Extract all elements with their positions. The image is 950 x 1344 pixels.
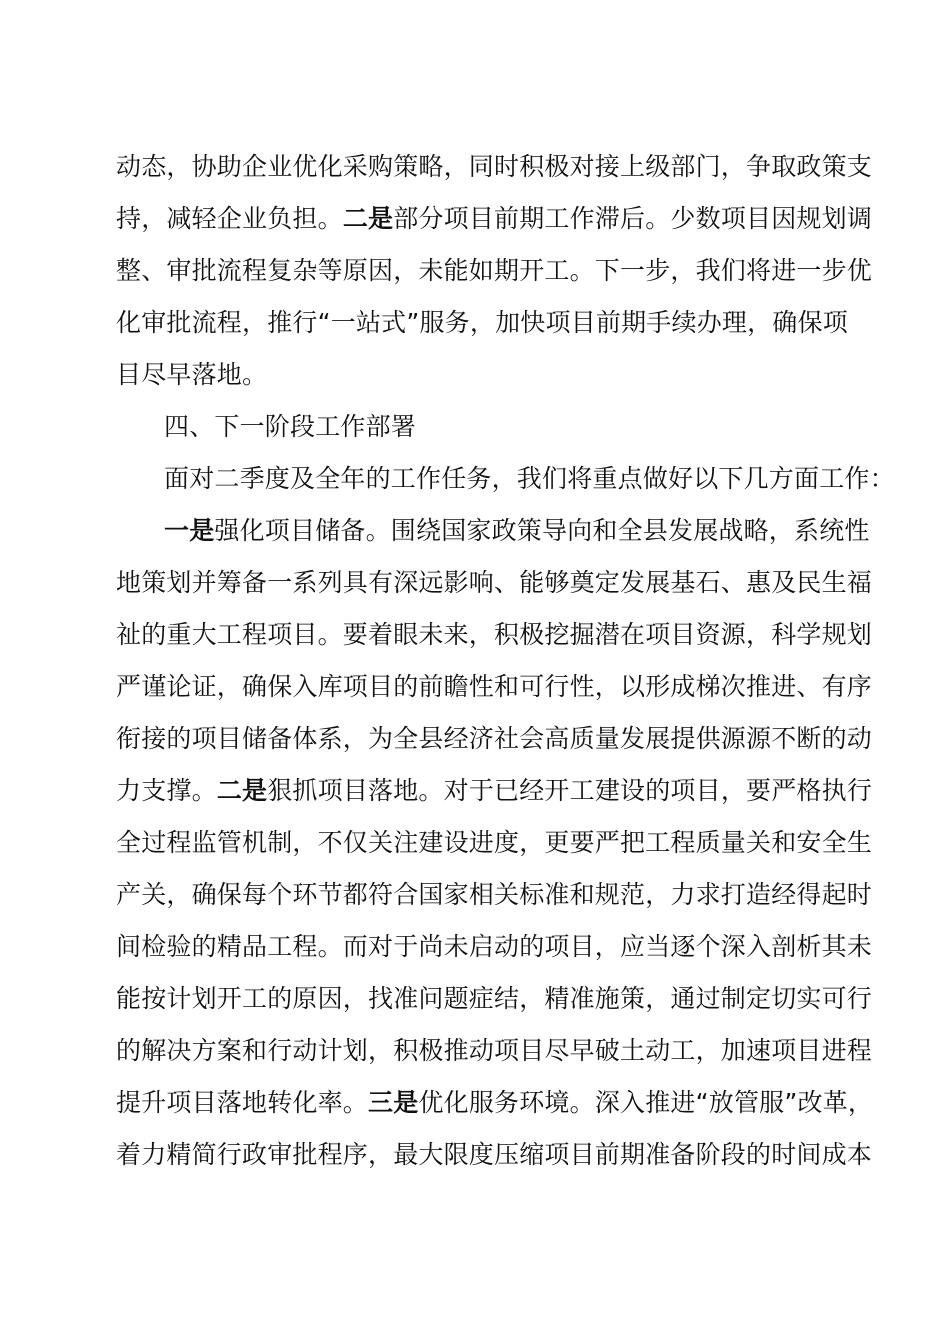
text-line-12 xyxy=(116,722,873,756)
text-line-11 xyxy=(116,670,873,704)
text-line-8 xyxy=(164,514,870,548)
section-heading xyxy=(164,410,856,444)
text-run: 强化项目储备。围绕国家政策导向和全县发展战略，系统性 xyxy=(214,516,870,545)
text-run: 面对二季度及全年的工作任务，我们将重点做好以下几方面工作： xyxy=(164,464,895,493)
text-line-20 xyxy=(116,1138,873,1172)
text-run: 衔接的项目储备体系，为全县经济社会高质量发展提供源源不断的动 xyxy=(116,724,873,753)
text-line-2 xyxy=(116,202,873,236)
text-run: 优化服务环境。深入推进“放管服”改革， xyxy=(418,1088,874,1117)
bold-text-run: 三是 xyxy=(368,1088,419,1117)
text-run: 持，减轻企业负担。 xyxy=(116,204,343,233)
text-run: 狠抓项目落地。对于已经开工建设的项目，要严格执行 xyxy=(267,776,873,805)
bold-text-run: 二是 xyxy=(342,204,394,233)
text-run: 整、审批流程复杂等原因，未能如期开工。下一步，我们将进一步优 xyxy=(116,256,873,285)
text-run: 提升项目落地转化率。 xyxy=(116,1088,369,1117)
bold-text-run: 二是 xyxy=(216,776,268,805)
text-line-16 xyxy=(116,930,873,964)
text-run: 化审批流程，推行“一站式”服务，加快项目前期手续办理，确保项 xyxy=(116,308,848,337)
text-line-14 xyxy=(116,826,873,860)
text-run: 能按计划开工的原因，找准问题症结，精准施策，通过制定切实可行 xyxy=(116,984,873,1013)
text-line-18 xyxy=(116,1034,873,1068)
text-line-4 xyxy=(116,306,856,340)
text-run: 全过程监管机制，不仅关注建设进度，更要严把工程质量关和安全生 xyxy=(116,828,873,857)
text-line-15 xyxy=(116,878,873,912)
text-line-7 xyxy=(164,462,895,496)
text-run: 祉的重大工程项目。要着眼未来，积极挖掘潜在项目资源，科学规划 xyxy=(116,620,873,649)
text-line-17 xyxy=(116,982,873,1016)
text-run: 着力精简行政审批程序，最大限度压缩项目前期准备阶段的时间成本 xyxy=(116,1140,873,1169)
text-run: 目尽早落地。 xyxy=(116,360,268,389)
text-run: 严谨论证，确保入库项目的前瞻性和可行性，以形成梯次推进、有序 xyxy=(116,672,873,701)
text-run: 动态，协助企业优化采购策略，同时积极对接上级部门，争取政策支 xyxy=(116,152,873,181)
text-line-9 xyxy=(116,566,873,600)
text-line-13 xyxy=(116,774,873,808)
text-line-1 xyxy=(116,150,873,184)
text-run: 力支撑。 xyxy=(116,776,217,805)
text-run: 间检验的精品工程。而对于尚未启动的项目，应当逐个深入剖析其未 xyxy=(116,932,873,961)
text-run: 的解决方案和行动计划，积极推动项目尽早破土动工，加速项目进程 xyxy=(116,1036,873,1065)
text-line-19 xyxy=(116,1086,874,1120)
text-run: 地策划并筹备一系列具有深远影响、能够奠定发展基石、惠及民生福 xyxy=(116,568,873,597)
bold-text-run: 一是 xyxy=(164,516,215,545)
text-line-3 xyxy=(116,254,873,288)
heading-text: 四、下一阶段工作部署 xyxy=(164,412,417,441)
text-line-10 xyxy=(116,618,873,652)
text-run: 产关，确保每个环节都符合国家相关标准和规范，力求打造经得起时 xyxy=(116,880,873,909)
text-run: 部分项目前期工作滞后。少数项目因规划调 xyxy=(393,204,873,233)
text-line-5 xyxy=(116,358,856,392)
